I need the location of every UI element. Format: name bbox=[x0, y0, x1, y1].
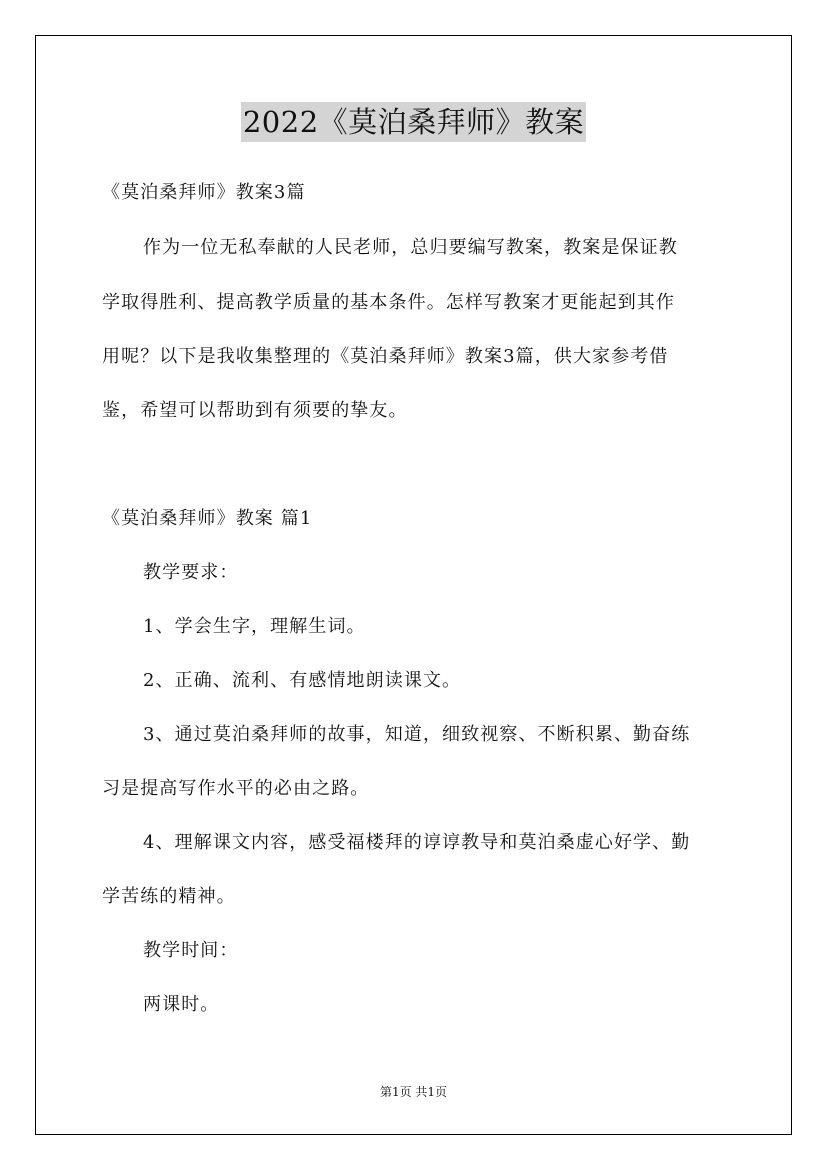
section-heading: 《莫泊桑拜师》教案 篇1 bbox=[102, 508, 313, 529]
body-line: 学苦练的精神。 bbox=[102, 886, 236, 907]
body-line: 1、学会生字，理解生词。 bbox=[143, 616, 366, 637]
body-line: 2、正确、流利、有感情地朗读课文。 bbox=[143, 670, 462, 691]
document-title: 2022《莫泊桑拜师》教案 bbox=[241, 102, 586, 142]
body-line: 4、理解课文内容，感受福楼拜的谆谆教导和莫泊桑虚心好学、勤 bbox=[143, 832, 691, 853]
body-line: 3、通过莫泊桑拜师的故事，知道，细致视察、不断积累、勤奋练 bbox=[143, 724, 691, 745]
intro-line: 学取得胜利、提高教学质量的基本条件。怎样写教案才更能起到其作 bbox=[102, 292, 675, 313]
intro-line: 作为一位无私奉献的人民老师，总归要编写教案，教案是保证教 bbox=[143, 237, 678, 258]
intro-line: 用呢？以下是我收集整理的《莫泊桑拜师》教案3篇，供大家参考借 bbox=[102, 346, 669, 367]
body-line: 两课时。 bbox=[143, 994, 220, 1015]
body-line: 教学要求： bbox=[143, 562, 239, 583]
page-number-footer: 第1页 共1页 bbox=[379, 1085, 448, 1099]
body-line: 习是提高写作水平的必由之路。 bbox=[102, 778, 370, 799]
intro-line: 鉴，希望可以帮助到有须要的挚友。 bbox=[102, 400, 408, 421]
document-subtitle: 《莫泊桑拜师》教案3篇 bbox=[102, 182, 306, 203]
body-line: 教学时间： bbox=[143, 940, 239, 961]
title-block bbox=[0, 102, 827, 142]
